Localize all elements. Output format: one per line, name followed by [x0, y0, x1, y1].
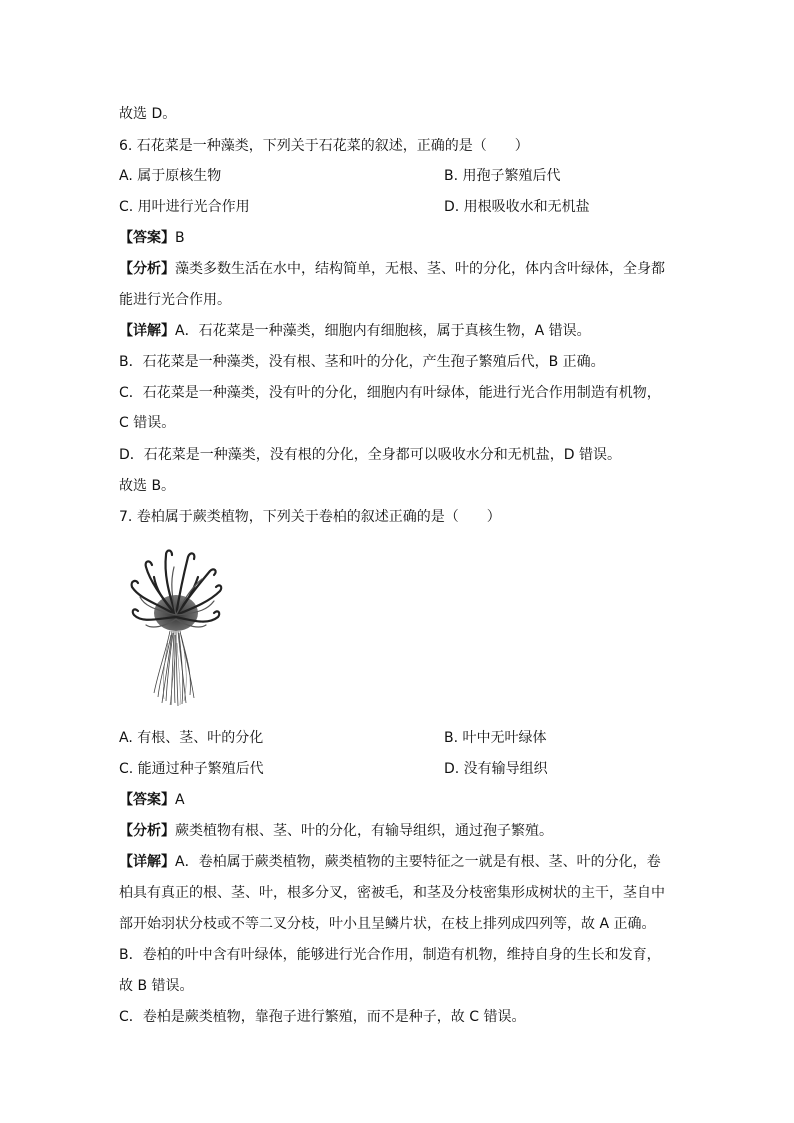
- q7-analysis: [119, 821, 679, 841]
- q7-analysis-label: 【分析】: [119, 823, 175, 839]
- q7-option-c: C. 能通过种子繁殖后代: [119, 761, 264, 777]
- q6-answer: [119, 228, 679, 248]
- q6-analysis-label: 【分析】: [119, 261, 175, 277]
- q6-analysis-cont: 能进行光合作用。: [119, 292, 231, 308]
- q6-analysis-text: 藻类多数生活在水中，结构简单，无根、茎、叶的分化，体内含叶绿体，全身都: [175, 261, 665, 277]
- q6-detail-c-cont: C 错误。: [119, 415, 176, 431]
- q7-option-d: D. 没有输导组织: [444, 761, 548, 777]
- q7-detail-b-cont: 故 B 错误。: [119, 978, 194, 994]
- q7-answer: [119, 790, 679, 810]
- q6-option-c: C. 用叶进行光合作用: [119, 199, 250, 215]
- q7-answer-value: A: [175, 792, 185, 808]
- q6-detail-d: D．石花菜是一种藻类，没有根的分化，全身都可以吸收水分和无机盐，D 错误。: [119, 447, 622, 463]
- q7-detail-c: C．卷柏是蕨类植物，靠孢子进行繁殖，而不是种子，故 C 错误。: [119, 1009, 526, 1025]
- q7-detail-label: 【详解】: [119, 854, 175, 870]
- q6-stem: 6. 石花菜是一种藻类，下列关于石花菜的叙述，正确的是（ ）: [119, 138, 529, 154]
- q6-detail-a: A．石花菜是一种藻类，细胞内有细胞核，属于真核生物，A 错误。: [175, 323, 591, 339]
- q6-option-a: A. 属于原核生物: [119, 168, 222, 184]
- q7-detail: [119, 852, 679, 872]
- q7-option-b: B. 叶中无叶绿体: [444, 730, 547, 746]
- q6-option-b: B. 用孢子繁殖后代: [444, 168, 561, 184]
- q6-detail: [119, 321, 679, 341]
- q7-analysis-text: 蕨类植物有根、茎、叶的分化，有输导组织，通过孢子繁殖。: [175, 823, 553, 839]
- prev-conclusion: 故选 D。: [119, 106, 177, 122]
- q6-detail-label: 【详解】: [119, 323, 175, 339]
- q7-answer-label: 【答案】: [119, 792, 175, 808]
- selaginella-plant-icon: [126, 543, 224, 708]
- q7-detail-a-cont1: 柏具有真正的根、茎、叶，根多分叉，密被毛，和茎及分枝密集形成树状的主干，茎自中: [119, 885, 665, 901]
- q7-option-a: A. 有根、茎、叶的分化: [119, 730, 264, 746]
- q7-detail-a: A．卷柏属于蕨类植物，蕨类植物的主要特征之一就是有根、茎、叶的分化，卷: [175, 854, 661, 870]
- q6-answer-label: 【答案】: [119, 230, 175, 246]
- q7-stem: 7. 卷柏属于蕨类植物，下列关于卷柏的叙述正确的是（ ）: [119, 509, 501, 525]
- q6-answer-value: B: [175, 230, 185, 246]
- q6-analysis: [119, 259, 679, 279]
- q7-detail-b: B．卷柏的叶中含有叶绿体，能够进行光合作用，制造有机物，维持自身的生长和发育，: [119, 947, 661, 963]
- q6-detail-c: C．石花菜是一种藻类，没有叶的分化，细胞内有叶绿体，能进行光合作用制造有机物，: [119, 385, 661, 401]
- q6-detail-b: B．石花菜是一种藻类，没有根、茎和叶的分化，产生孢子繁殖后代，B 正确。: [119, 354, 605, 370]
- q6-option-d: D. 用根吸收水和无机盐: [444, 199, 590, 215]
- q6-conclusion: 故选 B。: [119, 478, 176, 494]
- q7-detail-a-cont2: 部开始羽状分枝或不等二叉分枝，叶小且呈鳞片状，在枝上排列成四列等，故 A 正确。: [119, 916, 656, 932]
